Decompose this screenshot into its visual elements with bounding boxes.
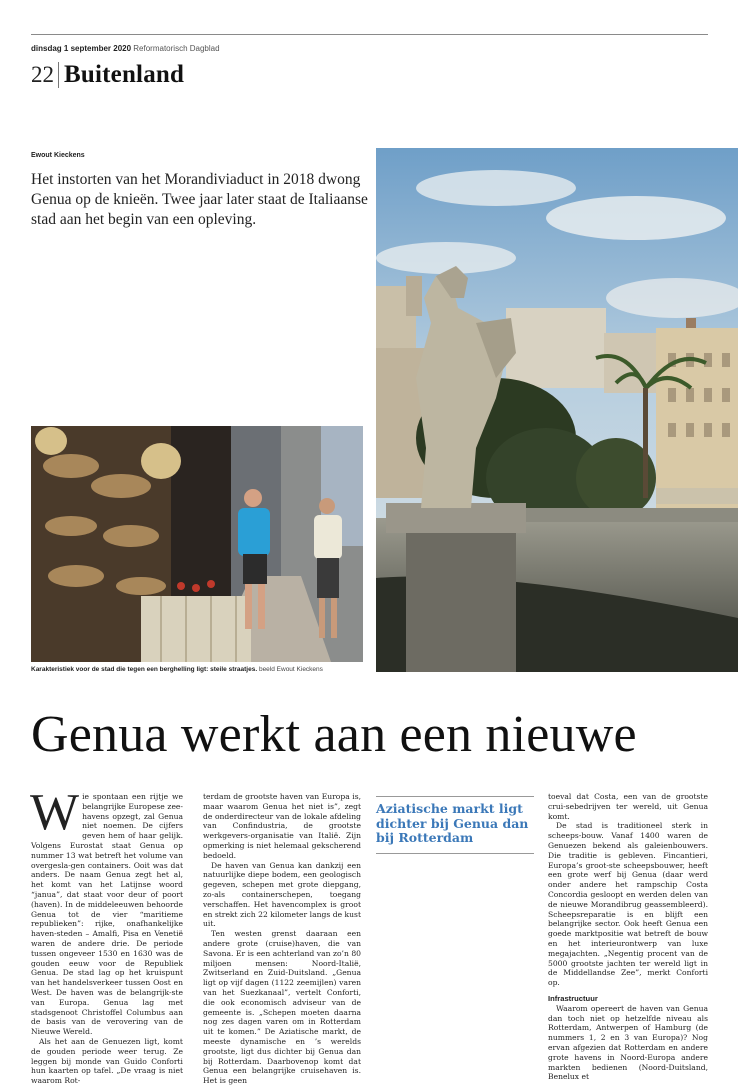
body-paragraph: terdam de grootste haven van Europa is, maar waarom Genua het niet is”, zegt de onderdirecteur van de lokale afdeling van Confindustria, de grootste werkgevers-organisatie van Italië. Zijn opmerking is niet helemaal gekscherend bedoeld. — [203, 792, 361, 860]
body-column-2 — [203, 792, 361, 1086]
statue-photo — [376, 148, 738, 672]
article-headline: Genua werkt aan een nieuwe — [31, 706, 637, 763]
body-paragraph: De stad is traditioneel sterk in scheeps-bouw. Vanaf 1400 waren de Genuezen bekend als galeienbouwers. Die traditie is gebleven. Fincantieri, Europa’s groot-ste scheepsbouwer, heeft een grote werf bij Genua (daar werd onder andere het rampschip Costa Concordia gesloopt en werden delen van de nieuwe Morandibrug geassembleerd). Scheepsreparatie is en blijft een belangrijke sector. Ook heeft Genua een goede marktpositie wat betreft de bouw en het interieurontwerp van luxe megajachten. „Negentig procent van de 5000 grootste jachten ter wereld ligt in de Middellandse Zee”, merkt Conforti op. — [548, 821, 708, 988]
body-paragraph: Als het aan de Genuezen ligt, komt de gouden periode weer terug. Ze leggen bij monde van Guido Conforti hun kaarten op tafel. „De vraag is niet waarom Rot- — [31, 1036, 183, 1086]
body-paragraph: toeval dat Costa, een van de grootste crui-sebedrijven ter wereld, uit Genua komt. — [548, 792, 708, 821]
body-paragraph: Ten westen grenst daaraan een andere grote (cruise)haven, die van Savona. Er is een achterland van zo’n 80 miljoen mensen: Noord-Italië, Zwitserland en Zuid-Duitsland. „Genua ligt op vijf dagen (1122 zeemijlen) varen van het Suezkanaal”, vertelt Conforti, die ook economisch adviseur van de gemeente is. „Schepen moeten daarna nog zes dagen varen om in Rotterdam uit te komen.” De Aziatische markt, de meeste dynamische en ’s werelds grootste, ligt dus dichter bij Genua dan bij Rotterdam. Daarbovenop komt dat Genua een belangrijke cruisehaven is. Het is geen — [203, 929, 361, 1086]
caption-text: Karakteristiek voor de stad die tegen een berghelling ligt: steile straatjes. — [31, 666, 258, 673]
page-header-divider — [58, 62, 59, 88]
header-rule — [31, 34, 708, 35]
body-column-4 — [548, 792, 708, 1082]
photo-credit: beeld Ewout Kieckens — [258, 666, 323, 673]
body-paragraph: De haven van Genua kan dankzij een natuurlijke diepe bodem, een geologisch gegeven, schepen met grote diepgang, zo-als containerschepen, toegang verschaffen. Het havencomplex is groot en strekt zich 22 kilometer langs de kust uit. — [203, 860, 361, 929]
photo-caption — [31, 666, 371, 673]
body-paragraph: ie spontaan een rijtje we belangrijke Europese zee-havens opzegt, zal Genua niet noemen. De cijfers geven hem of haar gelijk. Volgens Eurostat staat Genua op nummer 13 wat betreft het volume van overgesla-gen containers. Ooit was dat anders. De naam Genua zegt het al, het komt van het Latijnse woord “janua”, dat staat voor deur of poort (haven). In de middeleeuwen behoorde Genua tot de vier “maritieme republieken”: rijke, onafhankelijke haven-steden – Amalfi, Pisa en Venetië waren de andere drie. De periode tussen ongeveer 1530 en 1630 was de gouden eeuw voor de Republiek Genua. De stad lag op het kruispunt van het handelsverkeer tussen Oost en West. De haven was de belangrijk-ste van Europa. Genua lag met stadsgenoot Christoffel Columbus aan de basis van de verovering van de Nieuwe Wereld. — [31, 792, 183, 1037]
page-number: 22 — [31, 62, 54, 87]
body-paragraph: Waarom opereert de haven van Genua dan toch niet op hetzelfde niveau als Rotterdam, Antwerpen of Hamburg (de nummers 1, 2 en 3 van Europa)? Nog ervan afgezien dat Rotterdam en andere grote havens in Noord-Europa andere markten bedienen (Noord-Duitsland, Benelux et — [548, 1003, 708, 1082]
pull-quote-text: Aziatische markt ligt dichter bij Genua dan bij Rotterdam — [376, 801, 529, 845]
newspaper-name: Reformatorisch Dagblad — [133, 44, 220, 53]
street-photo — [31, 426, 363, 662]
article-lede: Het instorten van het Morandiviaduct in 2018 dwong Genua op de knieën. Twee jaar later staat de Italiaanse stad aan het begin van een opleving. — [31, 171, 368, 228]
pull-quote — [376, 796, 534, 854]
section-title: Buitenland — [64, 61, 185, 88]
subheading: Infrastructuur — [548, 993, 598, 1003]
body-column-1 — [30, 784, 183, 1086]
drop-cap: W — [30, 784, 80, 841]
page-header — [31, 60, 184, 90]
author-byline: Ewout Kieckens — [31, 152, 85, 159]
issue-date: dinsdag 1 september 2020 — [31, 44, 132, 53]
dateline — [31, 44, 220, 53]
